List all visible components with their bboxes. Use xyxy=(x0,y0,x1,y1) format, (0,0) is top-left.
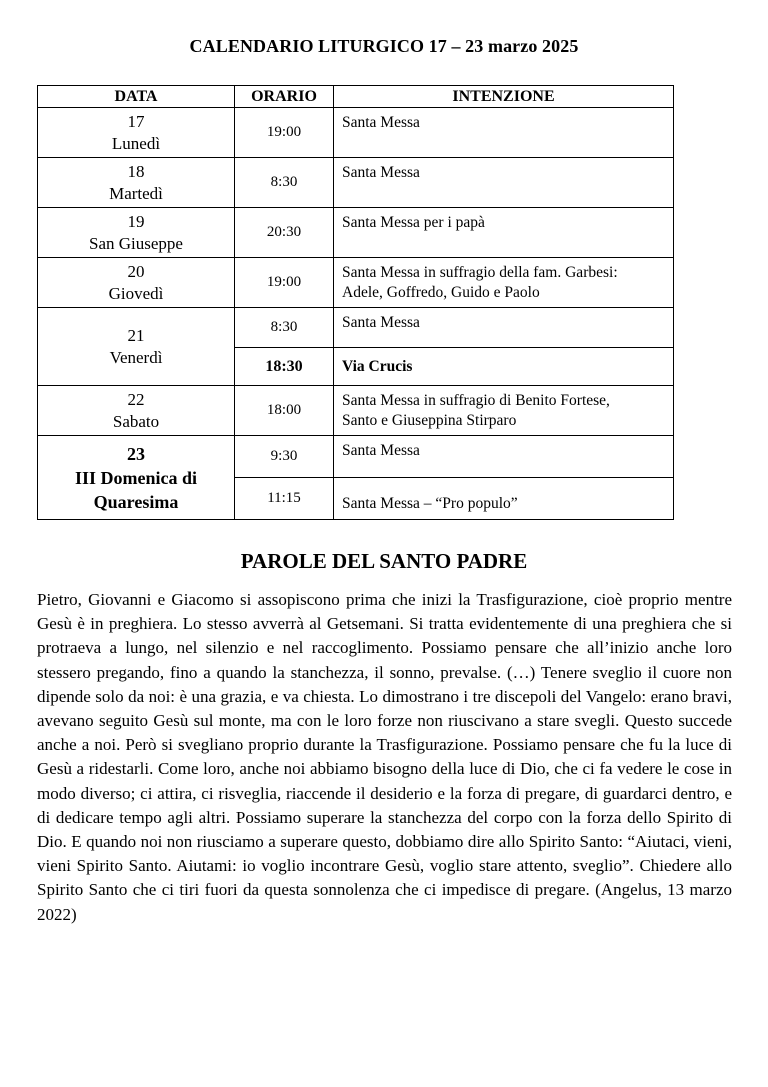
day-name: San Giuseppe xyxy=(89,233,183,253)
table-row xyxy=(38,308,674,348)
intention-line: Santa Messa xyxy=(342,164,420,181)
intention-cell xyxy=(334,208,674,258)
table-row xyxy=(38,258,674,308)
intention-line: Santa Messa xyxy=(342,442,420,459)
time-cell: 18:30 xyxy=(235,348,334,386)
table-row xyxy=(38,386,674,436)
day-name: Venerdì xyxy=(109,347,163,367)
time-cell: 19:00 xyxy=(235,258,334,308)
intention-cell xyxy=(334,308,674,348)
intention-line: Santa Messa in suffragio della fam. Garbesi: xyxy=(342,264,618,281)
time-cell: 8:30 xyxy=(235,308,334,348)
intention-cell xyxy=(334,478,674,520)
body-paragraph: Pietro, Giovanni e Giacomo si assopiscono prima che inizi la Trasfigurazione, cioè proprio mentre Gesù è in preghiera. Lo stesso avverrà al Getsemani. Si tratta evidentemente di una preghiera che si protraeva a lungo, nel silenzio e nel raccoglimento. Possiamo pensare che all’inizio anche loro stessero pregando, fino a quando la stanchezza, il sonno, prevalse. (…) Tenere sveglio il cuore non dipende solo da noi: è una grazia, e va chiesta. Lo dimostrano i tre discepoli del Vangelo: erano bravi, avevano seguito Gesù sul monte, ma con le loro forze non riuscivano a stare svegli. Questo succede anche a noi. Però si svegliano proprio durante la Trasfigurazione. Possiamo pensare che fu la luce di Gesù a ridestarli. Come loro, anche noi abbiamo bisogno della luce di Dio, che ci fa vedere le cose in modo diverso; ci attira, ci risveglia, riaccende il desiderio e la forza di pregare, di guardarci dentro, e di dedicare tempo agli altri. Possiamo superare la stanchezza del corpo con la forza dello Spirito di Dio. E quando noi non riusciamo a superare questo, dobbiamo dire allo Spirito Santo: “Aiutaci, vieni, vieni Spirito Santo. Aiutami: io voglio incontrare Gesù, voglio stare attento, sveglio”. Chiedere allo Spirito Santo che ci tiri fuori da questa sonnolenza che ci impedisce di pregare. (Angelus, 13 marzo 2022) xyxy=(37,590,732,924)
table-header-row xyxy=(38,86,674,108)
date-cell xyxy=(38,208,235,258)
intention-line: Santa Messa xyxy=(342,314,420,331)
time-cell: 9:30 xyxy=(235,436,334,478)
header-intention: INTENZIONE xyxy=(334,86,674,108)
calendar-title: CALENDARIO LITURGICO 17 – 23 marzo 2025 xyxy=(189,36,579,56)
time-cell: 18:00 xyxy=(235,386,334,436)
time-cell: 20:30 xyxy=(235,208,334,258)
date-cell xyxy=(38,436,235,520)
day-name: Giovedì xyxy=(108,283,164,303)
intention-line: Santa Messa in suffragio di Benito Fortese, xyxy=(342,392,610,409)
intention-cell xyxy=(334,436,674,478)
intention-line: Santa Messa – “Pro populo” xyxy=(342,495,518,512)
day-number: 20 xyxy=(127,261,145,281)
intention-cell xyxy=(334,258,674,308)
time-cell: 11:15 xyxy=(235,478,334,520)
day-number: 21 xyxy=(127,325,145,345)
intention-line: Santa Messa per i papà xyxy=(342,214,485,231)
day-number: 23 xyxy=(127,443,145,464)
date-cell xyxy=(38,108,235,158)
intention-line: Adele, Goffredo, Guido e Paolo xyxy=(342,284,540,301)
intention-cell xyxy=(334,108,674,158)
section-title: PAROLE DEL SANTO PADRE xyxy=(240,549,528,573)
day-name: III Domenica di xyxy=(74,467,197,488)
table-row xyxy=(38,158,674,208)
day-name: Lunedì xyxy=(111,133,161,153)
day-name: Quaresima xyxy=(93,491,179,512)
time-cell: 19:00 xyxy=(235,108,334,158)
day-number: 17 xyxy=(127,111,145,131)
date-cell xyxy=(38,308,235,386)
date-cell xyxy=(38,158,235,208)
intention-line: Santa Messa xyxy=(342,114,420,131)
header-time: ORARIO xyxy=(235,86,334,108)
day-number: 18 xyxy=(127,161,145,181)
table-row xyxy=(38,108,674,158)
intention-cell xyxy=(334,386,674,436)
day-name: Martedì xyxy=(109,183,163,203)
liturgical-calendar-table xyxy=(37,85,674,520)
table-row xyxy=(38,208,674,258)
day-number: 22 xyxy=(127,389,145,409)
intention-cell xyxy=(334,348,674,386)
day-number: 19 xyxy=(127,211,145,231)
table-row xyxy=(38,436,674,478)
date-cell xyxy=(38,386,235,436)
header-date: DATA xyxy=(38,86,235,108)
intention-line: Via Crucis xyxy=(342,357,413,375)
day-name: Sabato xyxy=(112,411,160,431)
date-cell xyxy=(38,258,235,308)
intention-line: Santo e Giuseppina Stirparo xyxy=(342,412,517,429)
time-cell: 8:30 xyxy=(235,158,334,208)
intention-cell xyxy=(334,158,674,208)
